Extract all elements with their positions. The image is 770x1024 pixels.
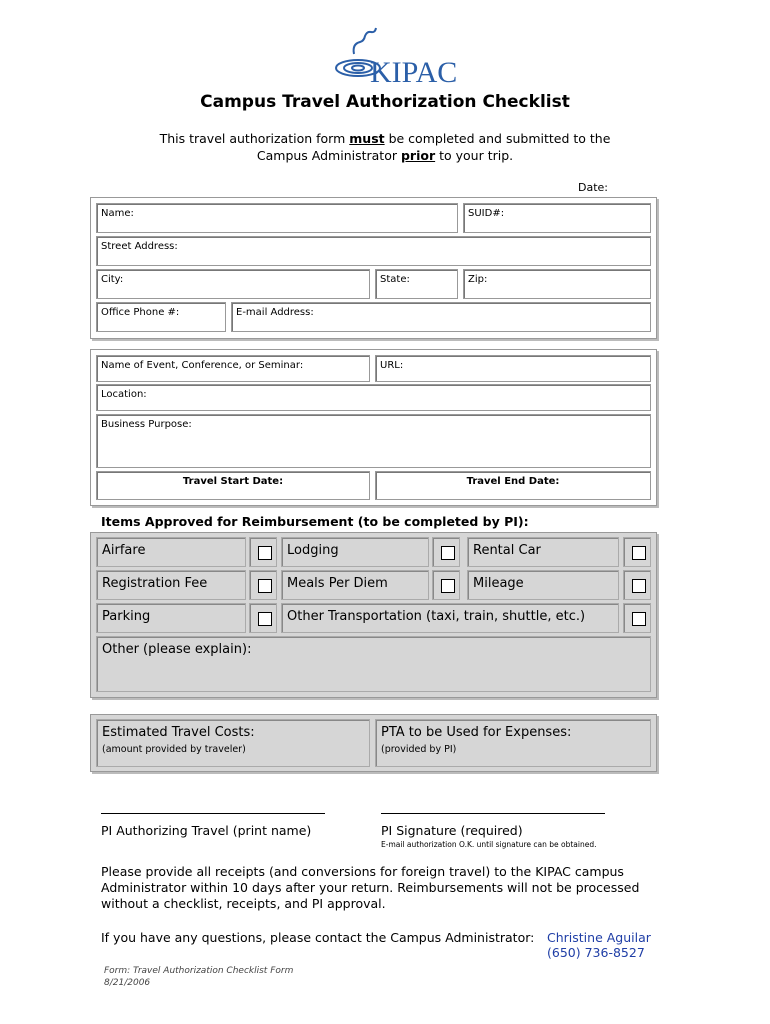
kipac-logo xyxy=(326,22,458,90)
airfare-checkbox[interactable] xyxy=(258,546,272,560)
start-date-field[interactable] xyxy=(96,471,370,500)
traveler-section xyxy=(90,197,657,339)
intro-text: This travel authorization form must be completed and submitted to the Campus Administrator prior to your trip. xyxy=(159,131,611,163)
email-label: E-mail Address: xyxy=(236,307,314,318)
email-field[interactable] xyxy=(231,302,651,332)
suid-field[interactable] xyxy=(463,203,651,233)
registration-check-cell xyxy=(249,570,277,600)
phone-field[interactable] xyxy=(96,302,226,332)
pta-sublabel: (provided by PI) xyxy=(381,744,457,755)
items-section xyxy=(90,532,657,698)
meals-field xyxy=(281,570,429,600)
street-label: Street Address: xyxy=(101,241,178,252)
other-transport-checkbox[interactable] xyxy=(632,612,646,626)
estimated-costs-sublabel: (amount provided by traveler) xyxy=(102,744,246,755)
parking-checkbox[interactable] xyxy=(258,612,272,626)
footer-date: 8/21/2006 xyxy=(104,978,151,988)
mileage-checkbox[interactable] xyxy=(632,579,646,593)
mileage-check-cell xyxy=(623,570,651,600)
pi-signature-label: PI Signature (required) xyxy=(381,823,523,838)
lodging-check-cell xyxy=(432,537,460,567)
city-label: City: xyxy=(101,274,124,285)
suid-label: SUID#: xyxy=(468,208,505,219)
registration-checkbox[interactable] xyxy=(258,579,272,593)
url-field[interactable] xyxy=(375,355,651,382)
costs-section xyxy=(90,714,657,772)
rental-car-check-cell xyxy=(623,537,651,567)
pi-name-line[interactable] xyxy=(101,813,325,814)
phone-label: Office Phone #: xyxy=(101,307,180,318)
receipts-paragraph: Please provide all receipts (and conversions for foreign travel) to the KIPAC campus Administrator within 10 days after your return. Reimbursements will not be processed without a checklist, receipts, and PI approval. xyxy=(101,864,640,911)
pta-field[interactable] xyxy=(375,719,651,767)
contact-text: If you have any questions, please contact the Campus Administrator: xyxy=(101,930,535,945)
end-date-field[interactable] xyxy=(375,471,651,500)
footer-form: Form: Travel Authorization Checklist Form xyxy=(104,966,294,976)
purpose-label: Business Purpose: xyxy=(101,419,192,430)
url-label: URL: xyxy=(380,360,404,371)
logo-text: KIPAC xyxy=(370,56,458,89)
zip-field[interactable] xyxy=(463,269,651,299)
location-field[interactable] xyxy=(96,384,651,411)
purpose-field[interactable] xyxy=(96,414,651,468)
name-label: Name: xyxy=(101,208,134,219)
location-label: Location: xyxy=(101,389,147,400)
rental-car-label: Rental Car xyxy=(473,543,541,558)
rental-car-checkbox[interactable] xyxy=(632,546,646,560)
mileage-field xyxy=(467,570,619,600)
other-transport-label: Other Transportation (taxi, train, shuttle, etc.) xyxy=(287,609,586,624)
state-label: State: xyxy=(380,274,410,285)
pi-name-label: PI Authorizing Travel (print name) xyxy=(101,823,312,838)
date-label: Date: xyxy=(578,181,608,194)
estimated-costs-label: Estimated Travel Costs: xyxy=(102,725,255,740)
contact-name: Christine Aguilar xyxy=(547,930,651,945)
contact-phone: (650) 736-8527 xyxy=(547,945,645,960)
items-header: Items Approved for Reimbursement (to be completed by PI): xyxy=(101,514,529,529)
registration-field xyxy=(96,570,246,600)
lodging-label: Lodging xyxy=(287,543,339,558)
estimated-costs-field[interactable] xyxy=(96,719,370,767)
footer xyxy=(104,965,293,989)
lodging-field xyxy=(281,537,429,567)
pi-signature-line[interactable] xyxy=(381,813,605,814)
airfare-label: Airfare xyxy=(102,543,146,558)
mileage-label: Mileage xyxy=(473,576,524,591)
parking-field xyxy=(96,603,246,633)
other-field[interactable] xyxy=(96,636,651,692)
registration-label: Registration Fee xyxy=(102,576,208,591)
city-field[interactable] xyxy=(96,269,370,299)
airfare-field xyxy=(96,537,246,567)
pi-signature-note: E-mail authorization O.K. until signature can be obtained. xyxy=(381,840,597,849)
rental-car-field xyxy=(467,537,619,567)
event-name-label: Name of Event, Conference, or Seminar: xyxy=(101,360,304,371)
event-section xyxy=(90,349,657,506)
parking-label: Parking xyxy=(102,609,151,624)
end-date-label: Travel End Date: xyxy=(466,476,560,487)
start-date-label: Travel Start Date: xyxy=(182,476,284,487)
meals-checkbox[interactable] xyxy=(441,579,455,593)
name-field[interactable] xyxy=(96,203,458,233)
zip-label: Zip: xyxy=(468,274,488,285)
event-name-field[interactable] xyxy=(96,355,370,382)
other-transport-field xyxy=(281,603,619,633)
meals-check-cell xyxy=(432,570,460,600)
airfare-check-cell xyxy=(249,537,277,567)
meals-label: Meals Per Diem xyxy=(287,576,388,591)
other-label: Other (please explain): xyxy=(102,642,252,657)
lodging-checkbox[interactable] xyxy=(441,546,455,560)
pta-label: PTA to be Used for Expenses: xyxy=(381,725,572,740)
state-field[interactable] xyxy=(375,269,458,299)
other-transport-check-cell xyxy=(623,603,651,633)
page-title: Campus Travel Authorization Checklist xyxy=(200,92,570,112)
parking-check-cell xyxy=(249,603,277,633)
street-field[interactable] xyxy=(96,236,651,266)
